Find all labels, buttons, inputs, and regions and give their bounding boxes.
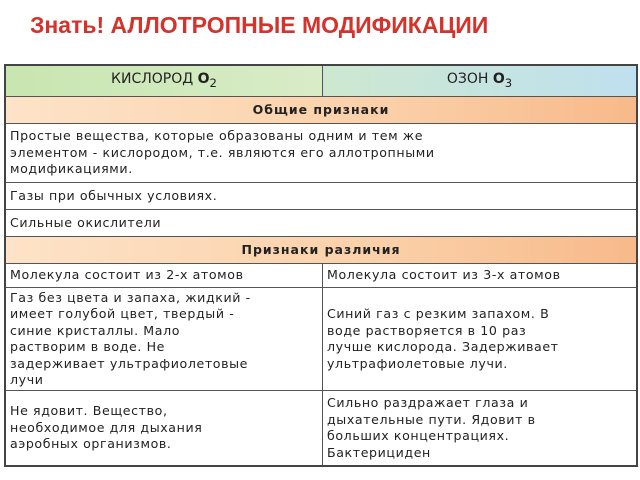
table-row bbox=[5, 264, 637, 288]
header-ozone-label: ОЗОН bbox=[446, 70, 489, 87]
common-row: Сильные окислители bbox=[5, 210, 637, 237]
common-row: Газы при обычных условиях. bbox=[5, 183, 637, 210]
ozone-cell: Сильно раздражает глаза и дыхательные пути. Ядовит в больших концентрациях. Бактерициден bbox=[323, 391, 638, 467]
differences-section-title: Признаки различия bbox=[5, 237, 637, 264]
header-oxygen-label: КИСЛОРОД bbox=[111, 70, 194, 87]
ozone-formula: O bbox=[492, 70, 505, 87]
header-ozone bbox=[323, 65, 638, 97]
slide-title: Знать! АЛЛОТРОПНЫЕ МОДИФИКАЦИИ bbox=[30, 12, 489, 38]
ozone-cell: Молекула состоит из 3-х атомов bbox=[323, 264, 638, 288]
table-row bbox=[5, 391, 637, 467]
oxygen-cell: Газ без цвета и запаха, жидкий - имеет голубой цвет, твердый - синие кристаллы. Мало растворим в воде. Не задерживает ультрафиолетовые лучи bbox=[5, 288, 323, 391]
oxygen-subscript: 2 bbox=[209, 75, 217, 90]
common-row: Простые вещества, которые образованы одним и тем же элементом - кислородом, т.е. являются его аллотропными модификациями. bbox=[5, 124, 637, 183]
header-oxygen bbox=[5, 65, 323, 97]
oxygen-cell: Не ядовит. Вещество, необходимое для дыхания аэробных организмов. bbox=[5, 391, 323, 467]
common-section-title: Общие признаки bbox=[5, 97, 637, 124]
header-row bbox=[5, 65, 637, 97]
ozone-subscript: 3 bbox=[504, 75, 513, 90]
oxygen-formula: O bbox=[197, 70, 210, 87]
oxygen-cell: Молекула состоит из 2-х атомов bbox=[5, 264, 323, 288]
allotropes-table bbox=[4, 64, 638, 467]
ozone-cell: Синий газ с резким запахом. В воде растворяется в 10 раз лучше кислорода. Задерживает ультрафиолетовые лучи. bbox=[323, 288, 638, 391]
table-row bbox=[5, 288, 637, 391]
